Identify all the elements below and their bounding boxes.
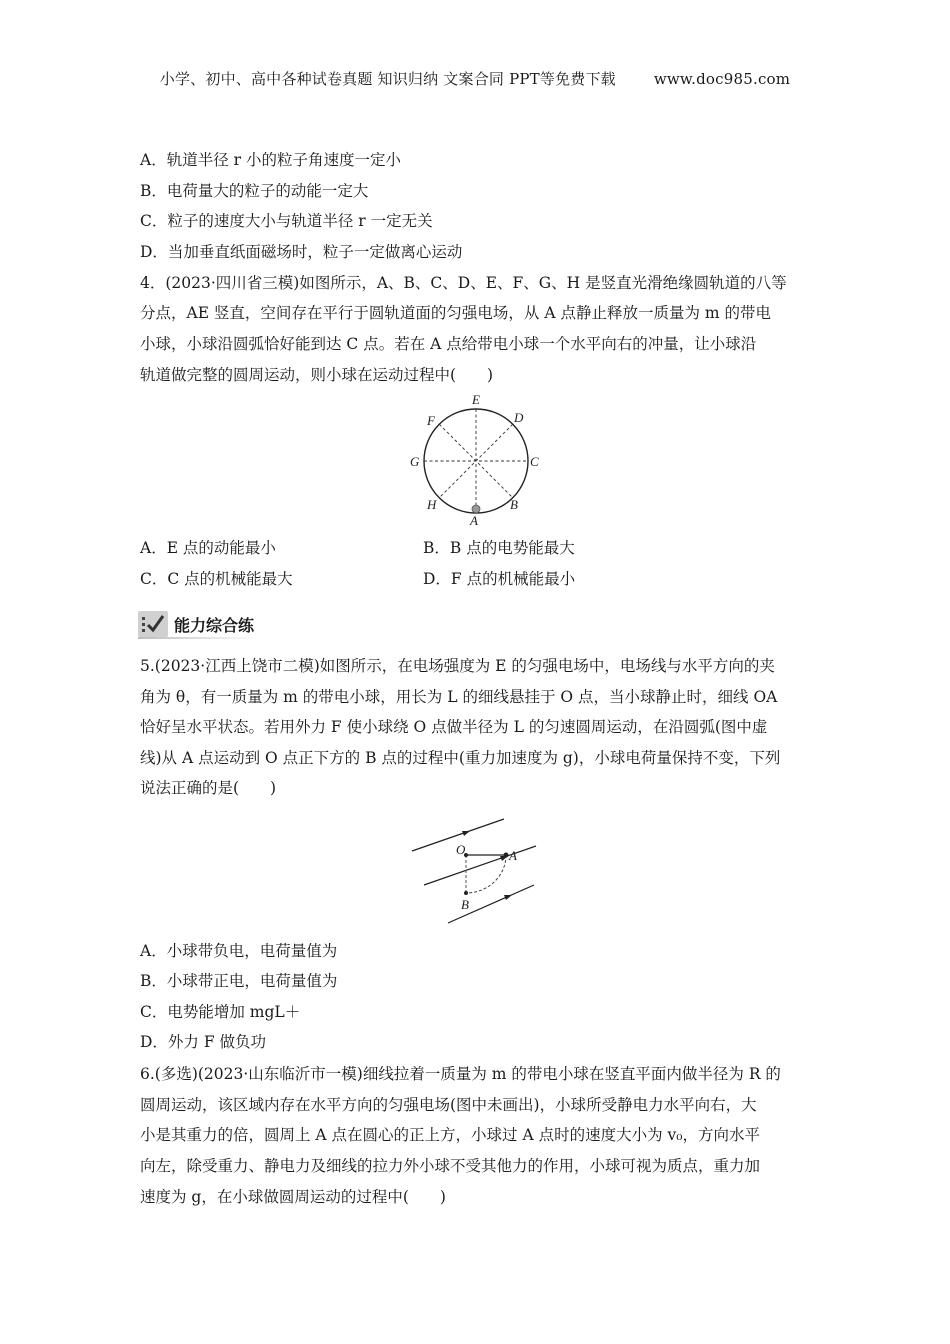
- label-d: D: [514, 410, 524, 425]
- q5-line-3: 恰好呈水平状态。若用外力 F 使小球绕 O 点做半径为 L 的匀速圆周运动，在沿圆弧(图中虚: [140, 718, 768, 736]
- label-c: C: [530, 454, 539, 469]
- q5-option-d: D．外力 F 做负功: [140, 1033, 267, 1051]
- label-a: A: [470, 513, 478, 528]
- q5-line-2: 角为 θ，有一质量为 m 的带电小球，用长为 L 的细线悬挂于 O 点，当小球静止时，细线 OA: [140, 688, 778, 706]
- page-header: [0, 68, 950, 89]
- dashed-arc: [466, 855, 506, 893]
- header-url: www.doc985.com: [653, 70, 791, 88]
- checklist-icon: [138, 611, 168, 637]
- q5-option-a: A．小球带负电，电荷量值为: [140, 942, 338, 960]
- label-g: G: [410, 454, 420, 469]
- q4-line-4: 轨道做完整的圆周运动，则小球在运动过程中( ): [140, 366, 494, 384]
- q6-line-2: 圆周运动，该区域内存在水平方向的匀强电场(图中未画出)，小球所受静电力水平向右，大: [140, 1096, 757, 1114]
- q4-line-3: 小球，小球沿圆弧恰好能到达 C 点。若在 A 点给带电小球一个水平向右的冲量，让小球沿: [140, 335, 757, 353]
- q4-line-1: 4．(2023·四川省三模)如图所示，A、B、C、D、E、F、G、H 是竖直光滑绝缘圆轨道的八等: [140, 274, 787, 292]
- q5-line-1: 5.(2023·江西上饶市二模)如图所示，在电场强度为 E 的匀强电场中，电场线与水平方向的夹: [140, 657, 775, 675]
- point-b: [464, 891, 468, 895]
- q3-option-b: B．电荷量大的粒子的动能一定大: [140, 182, 369, 200]
- label-b: B: [510, 497, 518, 512]
- label-f: F: [427, 413, 435, 428]
- section-heading: [138, 609, 254, 639]
- field-lines: [412, 819, 536, 923]
- q4-circle-figure: [402, 392, 552, 532]
- q5-option-c: C．电势能增加 mgL＋: [140, 1003, 301, 1021]
- q5-field-figure: [408, 815, 543, 930]
- section-underline: [138, 637, 258, 639]
- header-text: 小学、初中、高中各种试卷真题 知识归纳 文案合同 PPT等免费下载: [159, 70, 616, 88]
- q4-option-b: B．B 点的电势能最大: [423, 539, 575, 557]
- q6-line-5: 速度为 g，在小球做圆周运动的过程中( ): [140, 1188, 446, 1206]
- label-a: A: [509, 848, 517, 863]
- charged-ball: [472, 505, 480, 513]
- label-e: E: [472, 392, 480, 407]
- label-o: O: [456, 842, 466, 857]
- q4-option-c: C．C 点的机械能最大: [140, 570, 293, 588]
- section-title: 能力综合练: [174, 615, 255, 635]
- q6-line-1: 6.(多选)(2023·山东临沂市一模)细线拉着一质量为 m 的带电小球在竖直平面内做半径为 R 的: [140, 1065, 781, 1083]
- q4-line-2: 分点，AE 竖直，空间存在平行于圆轨道面的匀强电场，从 A 点静止释放一质量为 m 的带电: [140, 304, 772, 322]
- label-h: H: [427, 497, 437, 512]
- q4-option-d: D．F 点的机械能最小: [423, 570, 576, 588]
- q6-line-4: 向左，除受重力、静电力及细线的拉力外小球不受其他力的作用，小球可视为质点，重力加: [140, 1157, 761, 1175]
- q6-line-3: 小是其重力的倍，圆周上 A 点在圆心的正上方，小球过 A 点时的速度大小为 v₀，方向水平: [140, 1126, 760, 1144]
- point-a: [504, 853, 509, 858]
- q3-option-a: A．轨道半径 r 小的粒子角速度一定小: [140, 151, 401, 169]
- q3-option-c: C．粒子的速度大小与轨道半径 r 一定无关: [140, 212, 433, 230]
- label-b: B: [461, 897, 469, 912]
- q4-option-a: A．E 点的动能最小: [140, 539, 276, 557]
- q5-line-4: 线)从 A 点运动到 O 点正下方的 B 点的过程中(重力加速度为 g)，小球电荷量保持不变，下列: [140, 749, 781, 767]
- q3-option-d: D．当加垂直纸面磁场时，粒子一定做离心运动: [140, 243, 463, 261]
- q5-line-5: 说法正确的是( ): [140, 779, 277, 797]
- q5-option-b: B．小球带正电，电荷量值为: [140, 972, 338, 990]
